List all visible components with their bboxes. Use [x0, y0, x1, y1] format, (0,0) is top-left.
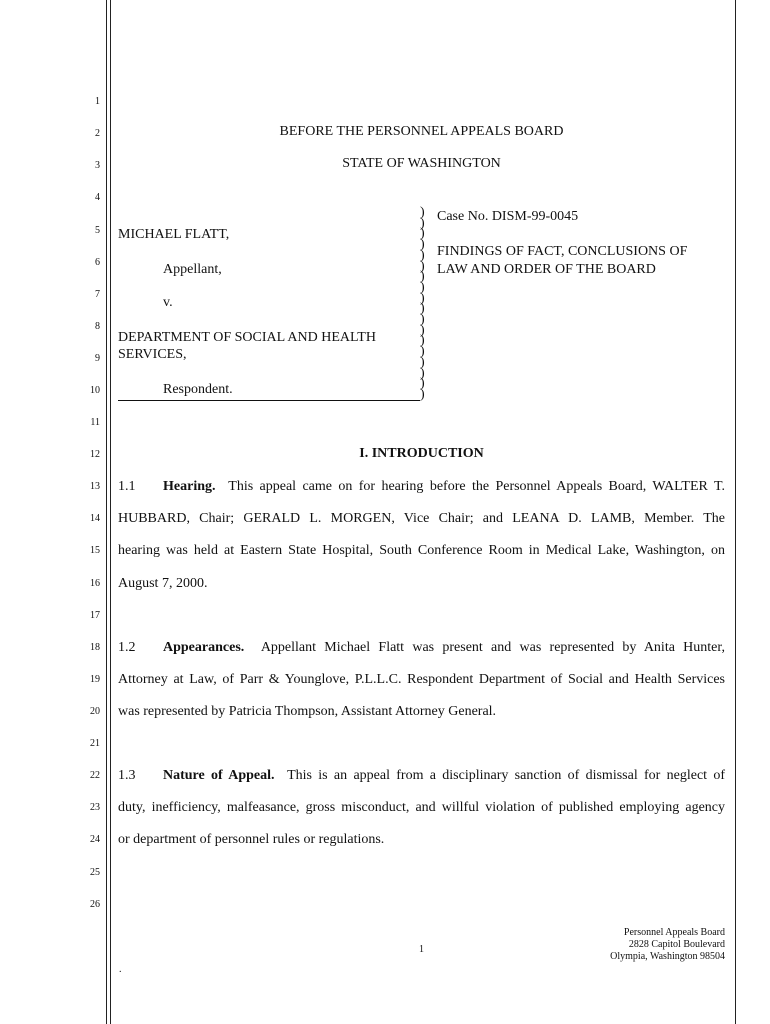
line-number: 24 [90, 834, 100, 845]
caption-parentheses: ) ) ) ) ) ) ) ) ) ) ) ) ) ) ) ) ) ) [420, 205, 425, 402]
line-number: 21 [90, 738, 100, 749]
paragraph-text: This is an appeal from a disciplinary sanction of dismissal for neglect of [287, 768, 725, 783]
paragraph-heading: Appearances. [163, 640, 245, 655]
versus: v. [163, 295, 173, 310]
line-number: 25 [90, 867, 100, 878]
paragraph-text: Appellant Michael Flatt was present and was represented by Anita Hunter, [260, 640, 725, 655]
line-number: 6 [95, 257, 100, 268]
section-heading: I. INTRODUCTION [359, 446, 484, 461]
line-number: 22 [90, 770, 100, 781]
line-number: 4 [95, 192, 100, 203]
paragraph-number: 1.2 [118, 640, 136, 655]
line-number: 20 [90, 706, 100, 717]
line-number: 10 [90, 385, 100, 396]
paragraph-heading: Hearing. [163, 479, 216, 494]
paragraph-number: 1.1 [118, 479, 136, 494]
appellant-role: Appellant, [163, 262, 222, 277]
page-number: 1 [419, 944, 424, 955]
paragraph-1-1-line3: hearing was held at Eastern State Hospital, South Conference Room in Medical Lake, Washington, on [118, 543, 725, 558]
paragraph-1-1-line1 [118, 479, 725, 495]
line-number: 26 [90, 899, 100, 910]
left-margin-rule-inner [110, 0, 111, 1024]
line-number: 16 [90, 578, 100, 589]
line-number: 18 [90, 642, 100, 653]
line-number: 15 [90, 545, 100, 556]
caption-underline [118, 400, 420, 401]
paragraph-1-3-line2: duty, inefficiency, malfeasance, gross misconduct, and willful violation of published employing agency [118, 800, 725, 815]
line-number: 8 [95, 321, 100, 332]
right-margin-rule [735, 0, 736, 1024]
line-number: 7 [95, 289, 100, 300]
line-number: 2 [95, 128, 100, 139]
appellant-name: MICHAEL FLATT, [118, 227, 230, 242]
document-title-line1: FINDINGS OF FACT, CONCLUSIONS OF [437, 244, 688, 259]
paragraph-1-2-line3: was represented by Patricia Thompson, Assistant Attorney General. [118, 704, 497, 719]
paragraph-number: 1.3 [118, 768, 136, 783]
line-number: 14 [90, 513, 100, 524]
paragraph-text: This appeal came on for hearing before the Personnel Appeals Board, WALTER T. [228, 479, 725, 494]
paragraph-1-3-line3: or department of personnel rules or regulations. [118, 832, 385, 847]
line-number: 11 [90, 417, 100, 428]
line-number: 23 [90, 802, 100, 813]
footer-address [610, 927, 725, 963]
document-title-line2: LAW AND ORDER OF THE BOARD [437, 262, 656, 277]
left-margin-rule-outer [106, 0, 107, 1024]
state-title: STATE OF WASHINGTON [342, 156, 501, 171]
paragraph-1-2-line1 [118, 640, 725, 656]
line-number: 9 [95, 353, 100, 364]
line-number: 19 [90, 674, 100, 685]
paragraph-heading: Nature of Appeal. [163, 768, 275, 783]
footer-mark: . [119, 964, 122, 975]
respondent-name-line1: DEPARTMENT OF SOCIAL AND HEALTH [118, 330, 376, 345]
line-number: 5 [95, 225, 100, 236]
line-number: 3 [95, 160, 100, 171]
paragraph-1-2-line2: Attorney at Law, of Parr & Younglove, P.L.L.C. Respondent Department of Social and Health Services [118, 672, 725, 687]
board-title: BEFORE THE PERSONNEL APPEALS BOARD [279, 124, 564, 139]
footer-address-line2: 2828 Capitol Boulevard [628, 939, 725, 950]
case-number: Case No. DISM-99-0045 [437, 209, 579, 224]
line-number: 13 [90, 481, 100, 492]
paragraph-1-1-line4: August 7, 2000. [118, 576, 208, 591]
respondent-name-line2: SERVICES, [118, 347, 187, 362]
paragraph-1-3-line1 [118, 768, 725, 784]
line-number: 12 [90, 449, 100, 460]
line-number: 17 [90, 610, 100, 621]
footer-address-line1: Personnel Appeals Board [623, 927, 725, 938]
footer-address-line3: Olympia, Washington 98504 [610, 951, 725, 962]
paragraph-1-1-line2: HUBBARD, Chair; GERALD L. MORGEN, Vice Chair; and LEANA D. LAMB, Member. The [118, 511, 725, 526]
respondent-role: Respondent. [163, 382, 233, 397]
line-number: 1 [95, 96, 100, 107]
